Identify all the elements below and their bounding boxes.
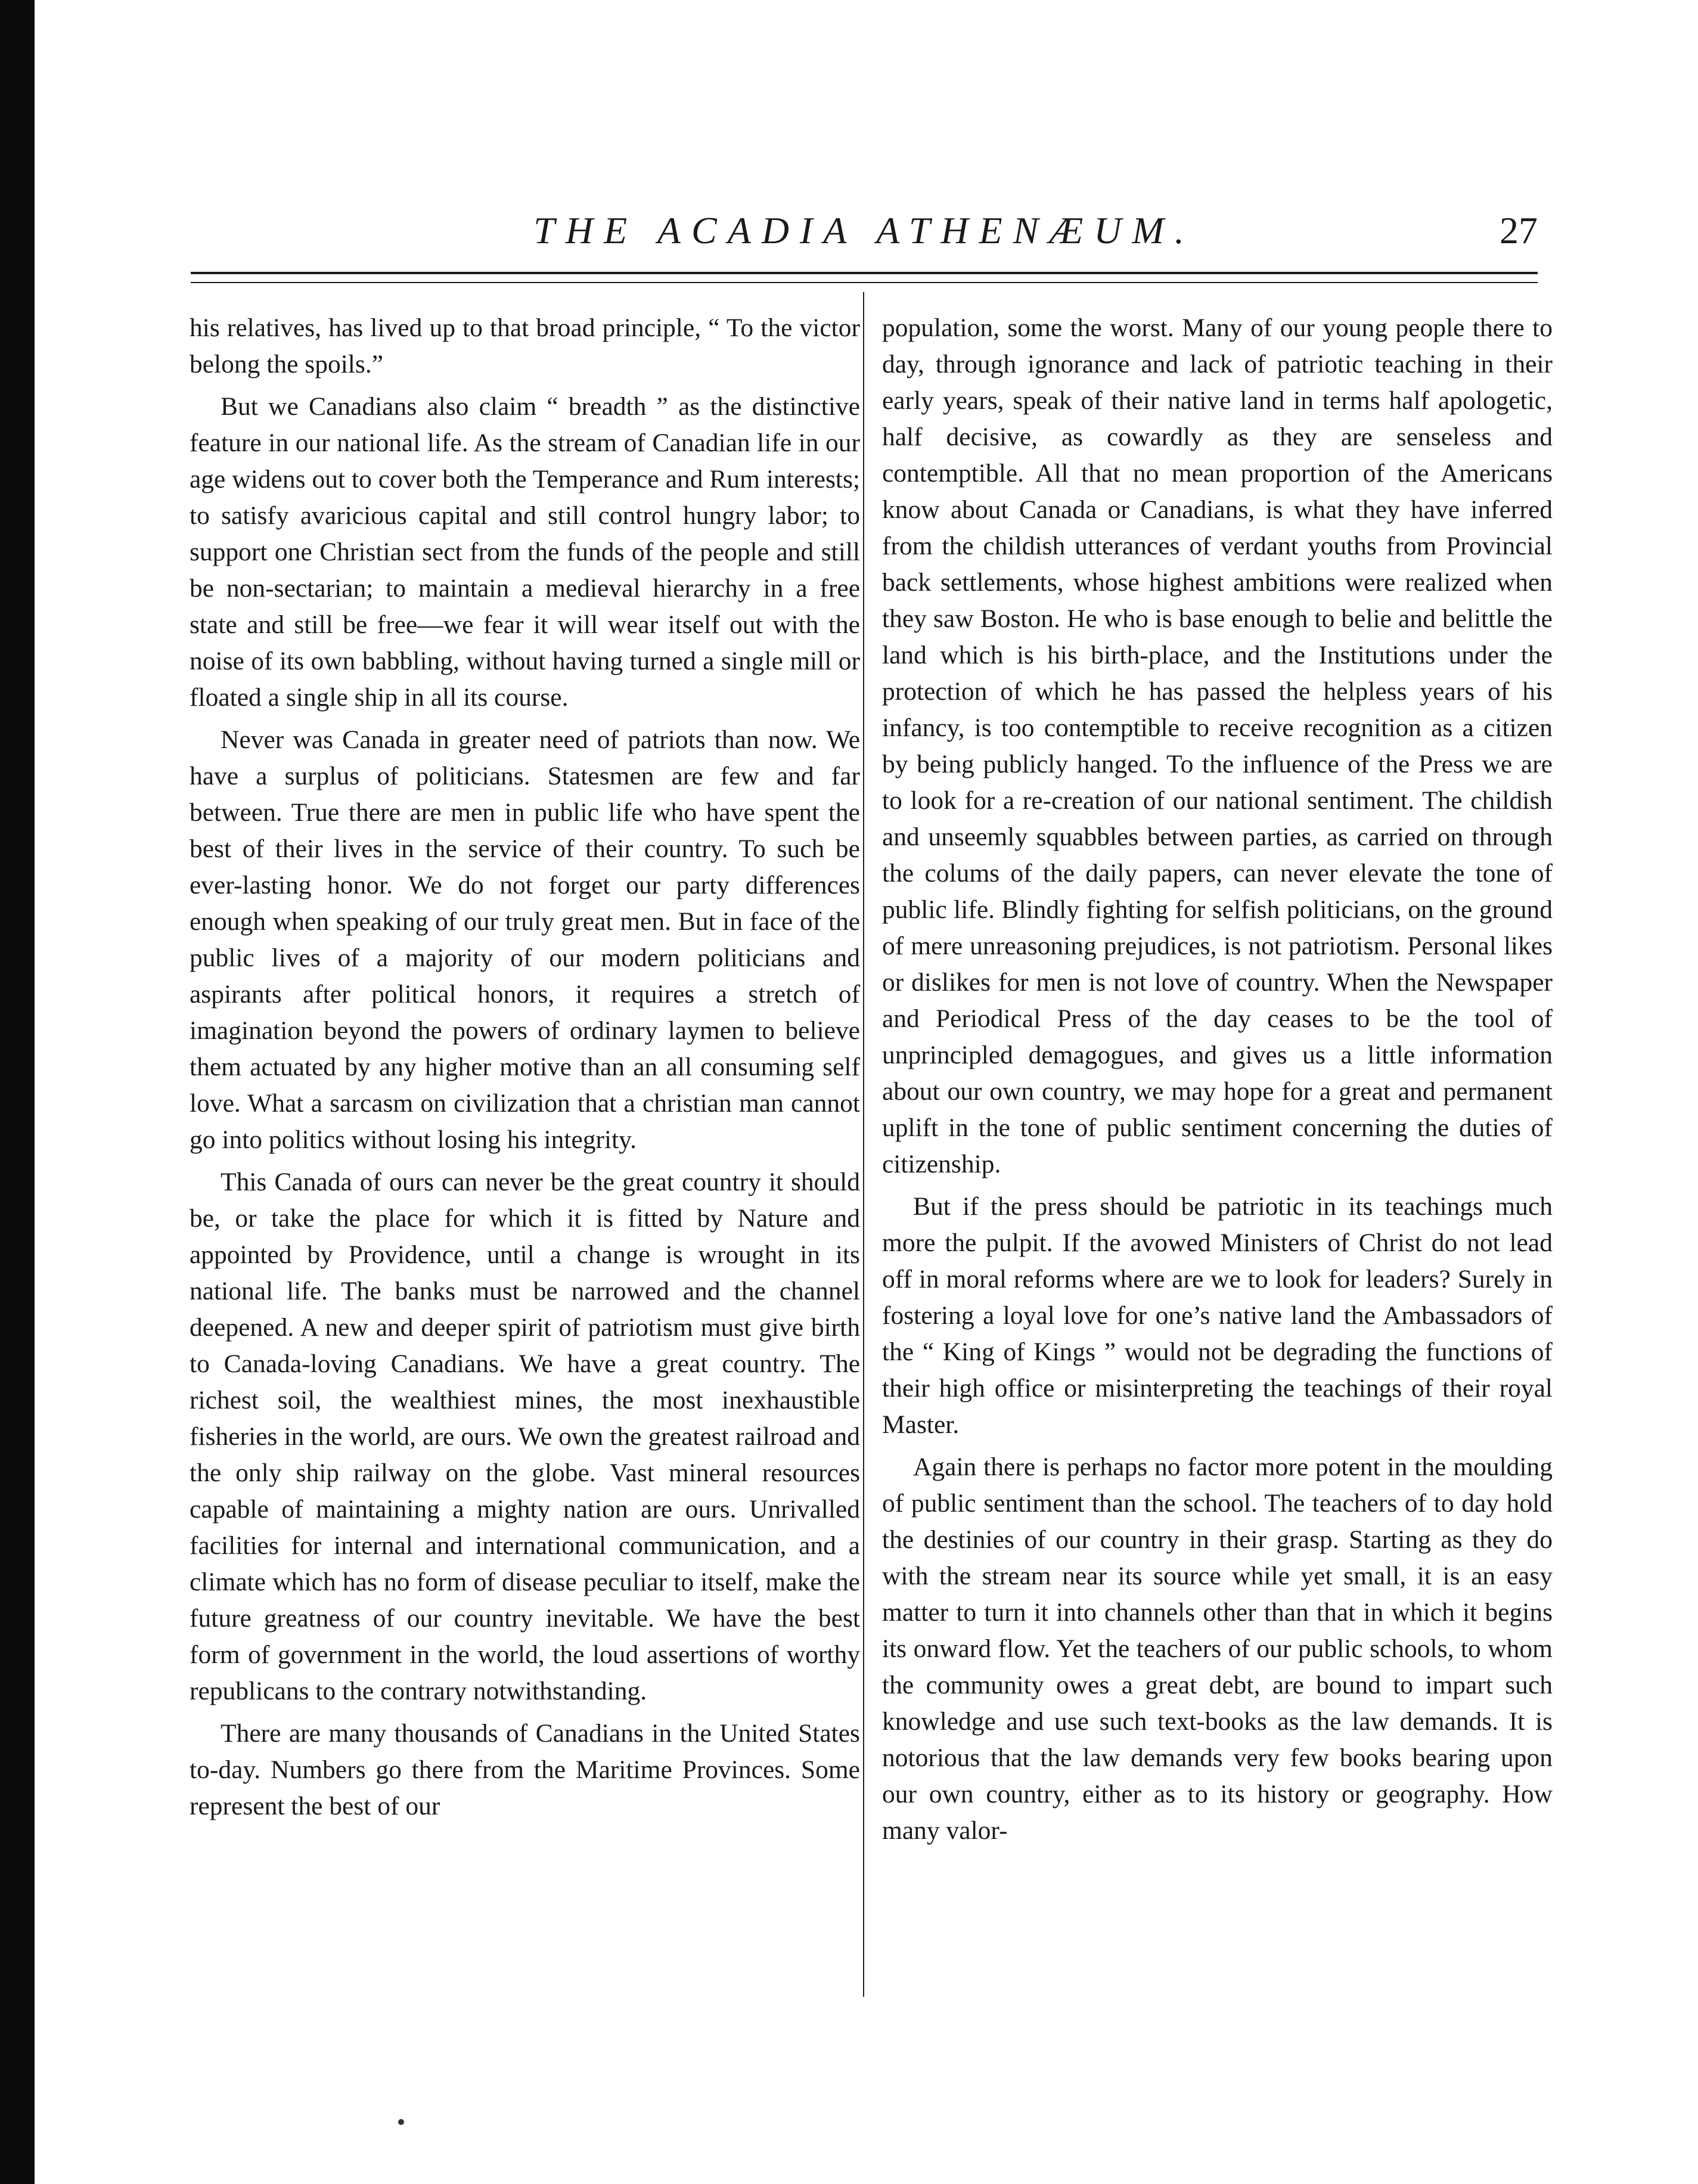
paragraph: But we Canadians also claim “ breadth ” as the distinctive feature in our national life. As the stream of Canadian life in our age widens out to cover both the Temperance and Rum interests; to satisfy avaricious capital and still control hungry labor; to support one Christian sect from the funds of the people and still be non-sectarian; to maintain a medieval hierarchy in a free state and still be free—we fear it will wear itself out with the noise of its own babbling, without having turned a single mill or floated a single ship in all its course. bbox=[190, 392, 860, 712]
ink-speck bbox=[398, 2119, 404, 2125]
left-column bbox=[190, 310, 860, 1831]
paragraph: But if the press should be patriotic in its teachings much more the pulpit. If the avowed Ministers of Christ do not lead off in moral reforms where are we to look for leaders? Surely in fostering a loyal love for one’s native land the Ambassadors of the “ King of Kings ” would not be degrading the functions of their high office or misinterpreting the teachings of their royal Master. bbox=[882, 1192, 1553, 1439]
header-rule bbox=[191, 272, 1538, 274]
header-rule-thin bbox=[191, 282, 1538, 283]
right-column bbox=[882, 310, 1553, 1855]
page-number: 27 bbox=[1500, 209, 1538, 252]
scan-edge bbox=[0, 0, 35, 2184]
paragraph: Again there is perhaps no factor more potent in the moulding of public sentiment than the school. The teachers of to day hold the destinies of our country in their grasp. Starting as they do with the stream near its source while yet small, it is an easy matter to turn it into channels other than that in which it begins its onward flow. Yet the teachers of our public schools, to whom the community owes a great debt, are bound to impart such knowledge and use such text-books as the law demands. It is notorious that the law demands very few books bearing upon our own country, either as to its history or geography. How many valor- bbox=[882, 1453, 1553, 1845]
running-title: THE ACADIA ATHENÆUM. bbox=[533, 209, 1195, 252]
paragraph: There are many thousands of Canadians in the United States to-day. Numbers go there from the Maritime Provinces. Some represent the best of our bbox=[190, 1719, 860, 1820]
column-divider bbox=[863, 292, 864, 1997]
paragraph: his relatives, has lived up to that broad principle, “ To the victor belong the spoils.” bbox=[190, 314, 860, 379]
page-header bbox=[191, 204, 1538, 258]
paragraph: population, some the worst. Many of our young people there to day, through ignorance and lack of patriotic teaching in their early years, speak of their native land in terms half apologetic, half decisive, as cowardly as they are senseless and contemptible. All that no mean proportion of the Americans know about Canada or Canadians, is what they have inferred from the childish utterances of verdant youths from Provincial back settlements, whose highest ambitions were realized when they saw Boston. He who is base enough to belie and belittle the land which is his birth-place, and the Institutions under the protection of which he has passed the helpless years of his infancy, is too contemptible to receive recognition as a citizen by being publicly hanged. To the influence of the Press we are to look for a re-creation of our national sentiment. The childish and unseemly squabbles between parties, as carried on through the colums of the daily papers, can never elevate the tone of public life. Blindly fighting for selfish politicians, on the ground of mere unreasoning prejudices, is not patriotism. Personal likes or dislikes for men is not love of country. When the Newspaper and Periodical Press of the day ceases to be the tool of unprincipled demagogues, and gives us a little information about our own country, we may hope for a great and permanent uplift in the tone of public sentiment concerning the duties of citizenship. bbox=[882, 314, 1553, 1178]
paragraph: Never was Canada in greater need of patriots than now. We have a surplus of politicians. Statesmen are few and far between. True there are men in public life who have spent the best of their lives in the service of their country. To such be ever-lasting honor. We do not forget our party differences enough when speaking of our truly great men. But in face of the public lives of a majority of our modern politicians and aspirants after political honors, it requires a stretch of imagination beyond the powers of ordinary laymen to believe them actuated by any higher motive than an all consuming self love. What a sarcasm on civilization that a christian man cannot go into politics without losing his integrity. bbox=[190, 725, 860, 1154]
paragraph: This Canada of ours can never be the great country it should be, or take the place for which it is fitted by Nature and appointed by Providence, until a change is wrought in its national life. The banks must be narrowed and the channel deepened. A new and deeper spirit of patriotism must give birth to Canada-loving Canadians. We have a great country. The richest soil, the wealthiest mines, the most inexhaustible fisheries in the world, are ours. We own the greatest railroad and the only ship railway on the globe. Vast mineral resources capable of maintaining a mighty nation are ours. Unrivalled facilities for internal and international communication, and a climate which has no form of disease peculiar to itself, make the future greatness of our country inevitable. We have the best form of government in the world, the loud assertions of worthy republicans to the contrary notwithstanding. bbox=[190, 1168, 860, 1705]
